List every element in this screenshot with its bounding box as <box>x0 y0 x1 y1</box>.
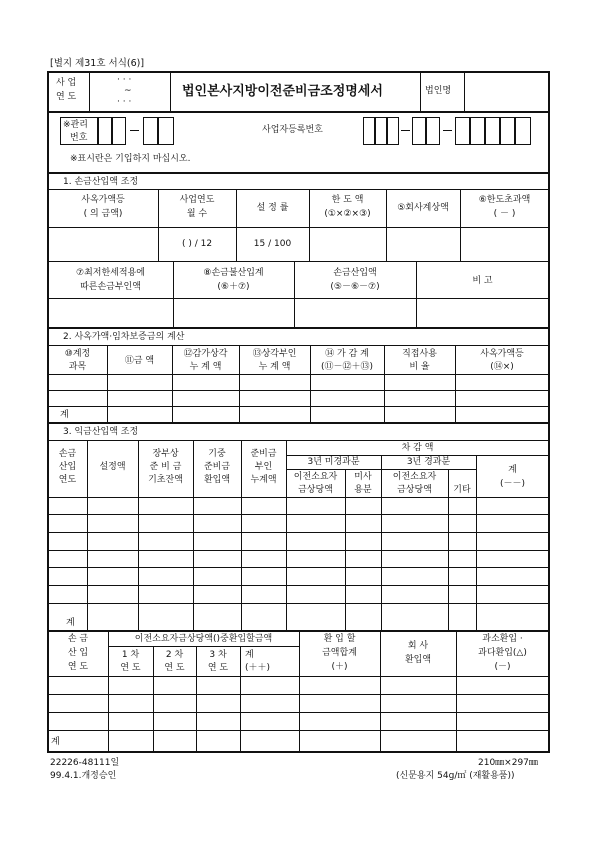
divider <box>48 261 549 262</box>
biz-reg-cell[interactable] <box>470 117 485 145</box>
divider <box>48 298 549 299</box>
s1-header: ⑤회사계상액 <box>397 203 449 213</box>
divider <box>48 172 549 174</box>
year-tilde: ~ <box>124 86 132 96</box>
mgmt-number-cell[interactable] <box>158 117 174 145</box>
hyphen <box>443 130 452 131</box>
s1-header: ⑥한도초과액 <box>478 195 531 205</box>
divider <box>48 189 549 190</box>
hyphen <box>401 130 410 131</box>
s4-header: 3 차 <box>209 650 227 660</box>
approval-date: 99.4.1.개정승인 <box>50 771 117 781</box>
s1-header: ( 의 금액) <box>83 209 123 219</box>
s4-header: 2 차 <box>165 650 184 660</box>
s3-header: 3년 미경과분 <box>307 457 360 467</box>
divider <box>464 72 465 112</box>
s4-header: 연 도 <box>207 663 229 673</box>
divider <box>48 514 549 515</box>
s2-total-label: 계 <box>60 410 69 420</box>
s3-header: 손금 <box>58 449 77 459</box>
divider <box>48 585 549 586</box>
s3-header: 금상당액 <box>397 485 432 495</box>
paper-spec: (신문용지 54g/㎡ (재활용품)) <box>396 771 515 781</box>
s3-header: 준비금 <box>203 462 231 472</box>
divider <box>48 406 549 407</box>
s1-header: ⑧손금불산입계 <box>203 268 264 278</box>
s3-header: 기초잔액 <box>148 475 183 485</box>
biz-reg-cell[interactable] <box>485 117 500 145</box>
divider <box>196 646 197 752</box>
divider <box>48 111 549 113</box>
year-from[interactable]: · · · <box>117 75 132 85</box>
divider <box>153 646 154 752</box>
s3-header: 용분 <box>354 485 372 495</box>
form-code: 22226-48111일 <box>50 758 120 768</box>
s3-header: 계 <box>508 465 517 475</box>
s4-total-label: 계 <box>51 737 60 747</box>
divider <box>48 532 549 533</box>
divider <box>48 603 549 604</box>
months-value[interactable]: ( ) / 12 <box>181 239 213 249</box>
s4-header: 회 사 <box>407 641 429 651</box>
s4-header: 과다환입(△) <box>478 648 527 658</box>
s2-header: 비 율 <box>409 362 430 372</box>
form-number: [별지 제31호 서식(6)] <box>50 58 145 69</box>
s1-header: (⑥＋⑦) <box>217 282 250 292</box>
s2-header: ⑬상각부인 <box>252 349 297 359</box>
s4-header: (＋) <box>331 662 348 672</box>
s2-header: 누 계 액 <box>189 362 222 372</box>
mgmt-number-cell[interactable] <box>112 117 126 145</box>
s2-header: 직접사용 <box>402 349 437 359</box>
paper-size: 210㎜×297㎜ <box>478 758 538 768</box>
divider <box>286 455 549 456</box>
biz-reg-cell[interactable] <box>363 117 375 145</box>
divider <box>240 646 241 752</box>
s3-header: 누계액 <box>250 475 277 485</box>
s3-header: 이전소요자 <box>293 472 338 482</box>
divider <box>386 189 387 261</box>
s1-header: 사업연도 <box>179 195 215 205</box>
s2-header: (⑪－⑫＋⑬) <box>320 362 374 372</box>
biz-reg-cell[interactable] <box>375 117 387 145</box>
biz-reg-cell[interactable] <box>412 117 426 145</box>
divider <box>416 261 417 328</box>
s2-header: 사옥가액등 <box>480 349 524 359</box>
year-label: 사 업 <box>56 78 77 88</box>
s1-header: 설 정 률 <box>256 203 289 213</box>
hyphen <box>130 130 139 131</box>
divider <box>48 440 549 441</box>
s1-header: 월 수 <box>186 209 208 219</box>
s1-header: 한 도 액 <box>331 195 364 205</box>
mgmt-number-cell[interactable] <box>98 117 112 145</box>
divider <box>236 189 237 261</box>
s4-header: 계 <box>245 650 254 660</box>
year-to[interactable]: · · · <box>117 97 132 107</box>
section3-title: 3. 익금산입액 조정 <box>63 427 139 437</box>
divider <box>48 374 549 375</box>
s4-header: 환 입 할 <box>323 634 356 644</box>
s3-header: 미사 <box>354 472 372 482</box>
s3-header: 부인 <box>254 462 273 472</box>
s2-header: 누 계 액 <box>258 362 291 372</box>
s1-header: ⑦최저한세적용에 <box>76 268 145 278</box>
s4-header: 손 금 <box>67 634 89 644</box>
s1-header: ( － ) <box>493 209 516 219</box>
s2-header: ⑪금 액 <box>124 356 155 366</box>
s3-header: 준 비 금 <box>149 462 182 472</box>
s4-header: 1 차 <box>121 650 140 660</box>
s3-header: (－－) <box>499 479 526 489</box>
s2-header: 과목 <box>68 362 87 372</box>
divider <box>48 550 549 551</box>
s4-header: 금액합계 <box>322 648 357 658</box>
s3-header: 기타 <box>453 485 471 495</box>
s3-header: 차 감 액 <box>401 443 434 453</box>
s4-header: 이전소요자금상당액()중환입할금액 <box>134 634 273 644</box>
s4-header: (－) <box>494 662 511 672</box>
divider <box>48 390 549 391</box>
mgmt-number-label: ※관리 <box>63 120 88 130</box>
s4-header: (＋＋) <box>245 663 271 673</box>
divider <box>48 327 549 329</box>
divider <box>48 345 549 346</box>
divider <box>89 72 90 112</box>
s3-header: 준비금 <box>250 449 277 459</box>
s1-header: (⑤－⑥－⑦) <box>330 282 380 292</box>
mgmt-number-cell[interactable] <box>143 117 158 145</box>
s2-header: ⑫감가상각 <box>183 349 228 359</box>
s3-header: 환입액 <box>203 475 231 485</box>
biz-reg-label: 사업자등록번호 <box>262 125 323 135</box>
s3-header: 산입 <box>58 462 77 472</box>
s3-header: 장부상 <box>152 449 179 459</box>
year-label: 연 도 <box>56 92 77 102</box>
section2-title: 2. 사옥가액·임차보증금의 계산 <box>63 332 185 342</box>
biz-reg-cell[interactable] <box>515 117 531 145</box>
s1-header: 사옥가액등 <box>81 195 125 205</box>
s1-header: 손금산입액 <box>333 268 377 278</box>
s1-header: (①×②×③) <box>324 209 371 219</box>
biz-reg-cell[interactable] <box>387 117 399 145</box>
corp-name-label: 법인명 <box>425 86 452 96</box>
divider <box>286 440 287 630</box>
rate-value: 15 / 100 <box>253 239 292 249</box>
s4-header: 환입액 <box>404 655 432 665</box>
s3-header: 설정액 <box>99 462 126 472</box>
s1-header: 비 고 <box>472 276 493 286</box>
s3-total-label: 계 <box>66 618 75 628</box>
divider <box>48 497 549 498</box>
s1-header: 따른손금부인액 <box>80 282 141 292</box>
form-title: 법인본사지방이전준비금조정명세서 <box>182 84 383 99</box>
divider <box>170 72 171 112</box>
s4-header: 과소환입 · <box>482 634 523 644</box>
divider <box>420 72 421 112</box>
s3-header: 기중 <box>208 449 226 459</box>
mgmt-number-label: 번호 <box>70 133 88 143</box>
s3-header: 금상당액 <box>298 485 333 495</box>
instruction-note: ※표시란은 기입하지 마십시오. <box>70 154 191 164</box>
s3-header: 연도 <box>58 475 77 485</box>
s2-header: (⑭×) <box>490 362 514 372</box>
section1-title: 1. 손금산입액 조정 <box>63 177 139 187</box>
divider <box>108 646 299 647</box>
s4-header: 연 도 <box>164 663 185 673</box>
s4-header: 연 도 <box>120 663 141 673</box>
biz-reg-cell[interactable] <box>455 117 470 145</box>
biz-reg-cell[interactable] <box>426 117 440 145</box>
s4-header: 산 입 <box>67 648 89 658</box>
s3-header: 이전소요자 <box>392 472 437 482</box>
divider <box>48 422 549 424</box>
s2-header: ⑩계정 <box>64 349 91 359</box>
s4-header: 연 도 <box>67 662 89 672</box>
s2-header: ⑭ 가 감 계 <box>325 349 369 359</box>
divider <box>48 567 549 568</box>
biz-reg-cell[interactable] <box>500 117 515 145</box>
divider <box>48 227 549 228</box>
s3-header: 3년 경과분 <box>406 457 451 467</box>
